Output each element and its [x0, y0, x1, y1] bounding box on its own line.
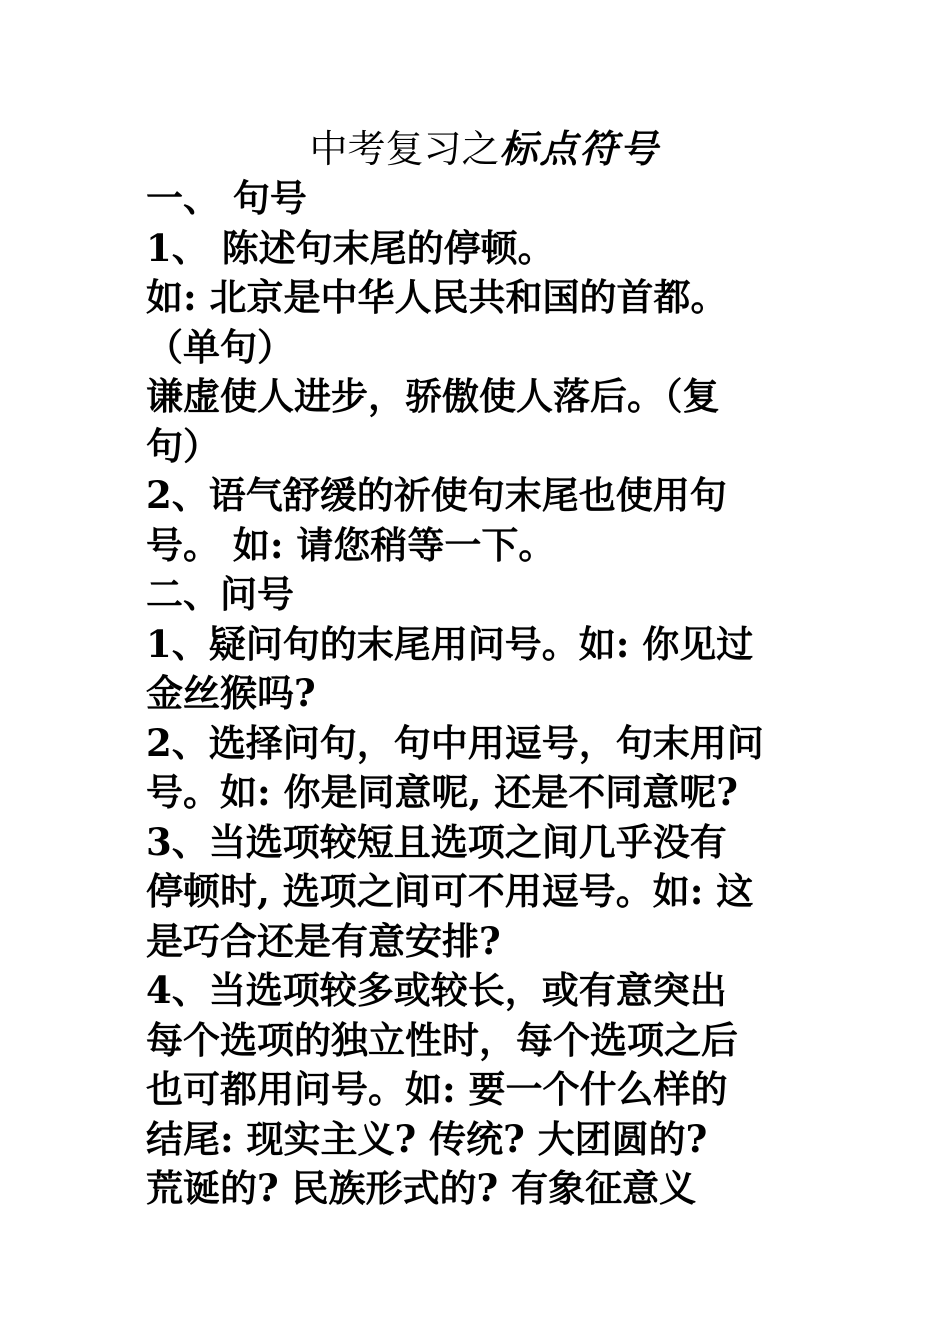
text-line: 号。 如: 请您稍等一下。	[146, 522, 556, 567]
text-line: 谦虚使人进步，骄傲使人落后。（复	[146, 374, 720, 418]
text-line: 1、 陈述句末尾的停顿。	[146, 225, 555, 270]
text-line: 3、当选项较短且选项之间几乎没有	[146, 819, 727, 864]
text-line: 2、语气舒缓的祈使句末尾也使用句	[146, 473, 727, 517]
title-plain: 中考复习之	[309, 127, 500, 171]
text-line: 1、疑问句的末尾用问号。如: 你见过	[146, 621, 754, 666]
text-line: 句）	[146, 423, 220, 468]
text-line: 金丝猴吗?	[146, 671, 316, 715]
text-line: 荒诞的? 民族形式的? 有象征意义	[146, 1166, 697, 1210]
document-title	[146, 124, 811, 174]
text-line: （单句）	[146, 324, 294, 369]
text-line: 结尾: 现实主义? 传统? 大团圆的?	[146, 1116, 708, 1161]
text-line: 2、选择问句，句中用逗号，句末用问	[146, 720, 764, 765]
text-line: 如: 北京是中华人民共和国的首都。	[146, 275, 728, 319]
text-line: 是巧合还是有意安排?	[146, 918, 501, 963]
heading-question-mark: 二、问号	[146, 572, 294, 616]
document-page	[146, 124, 811, 1214]
text-line: 号。如: 你是同意呢, 还是不同意呢?	[146, 770, 738, 814]
title-bold: 标点符号	[499, 126, 660, 171]
text-line: 也可都用问号。如: 要一个什么样的	[146, 1067, 728, 1111]
heading-period: 一、 句号	[146, 176, 307, 220]
text-line: 4、当选项较多或较长，或有意突出	[146, 968, 727, 1012]
text-line: 每个选项的独立性时，每个选项之后	[146, 1017, 738, 1062]
text-line: 停顿时, 选项之间可不用逗号。如: 这	[146, 869, 754, 913]
